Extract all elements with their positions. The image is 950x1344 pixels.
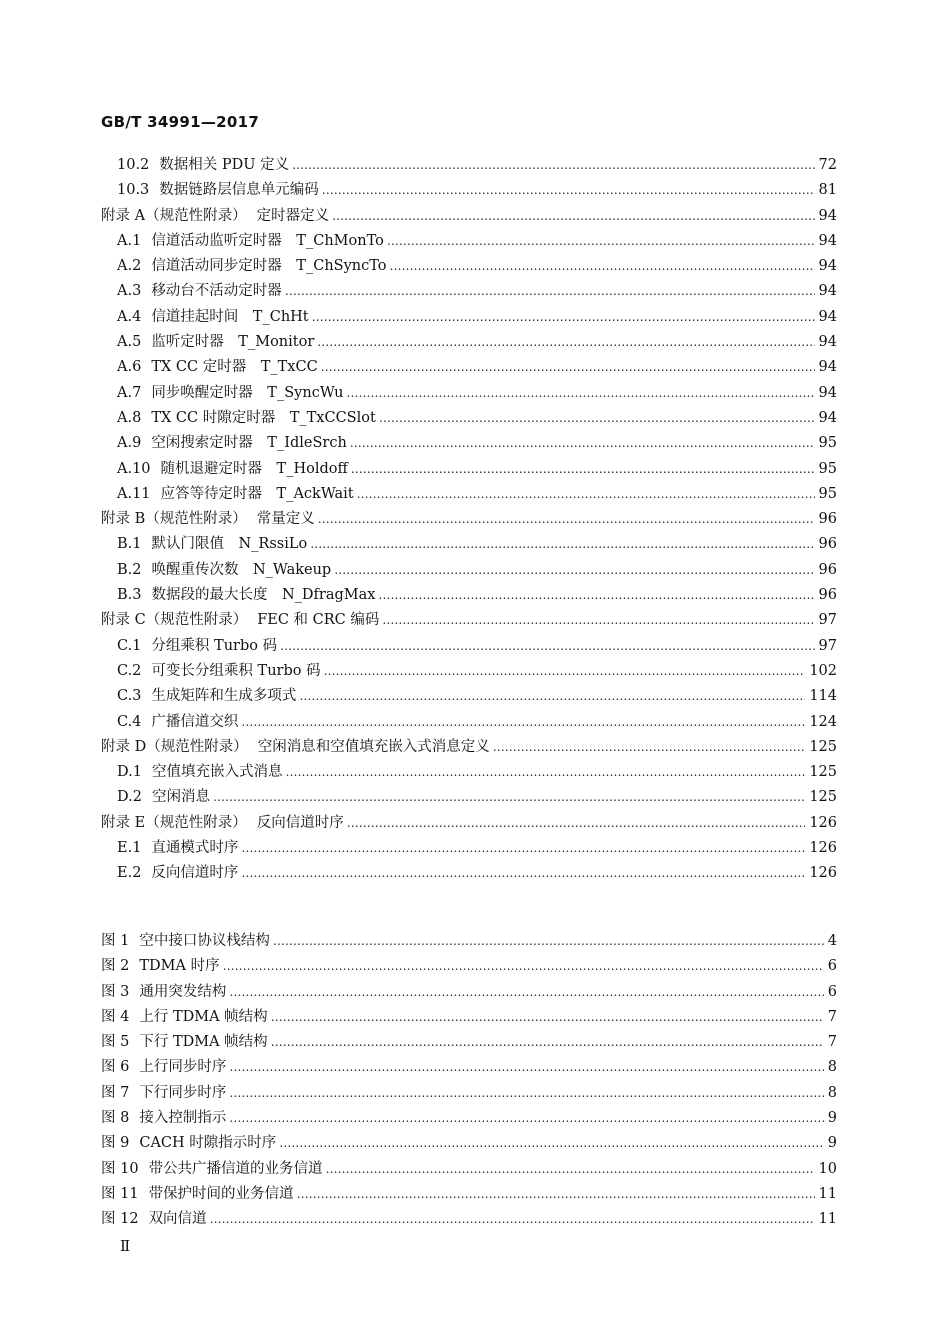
entry-number: A.7 [117, 384, 142, 401]
toc-section-entry[interactable] [0, 532, 950, 557]
toc-section-entry[interactable] [0, 381, 950, 406]
entry-page-number: 10 [818, 1160, 837, 1177]
toc-section-entry[interactable] [0, 785, 950, 810]
entry-page-number: 11 [818, 1185, 837, 1202]
figure-list-entry[interactable] [0, 1131, 950, 1156]
dot-leader [317, 330, 814, 355]
entry-label [117, 583, 378, 608]
dot-leader [229, 980, 823, 1005]
entry-title: 空闲搜索定时器 T_IdleSrch [151, 435, 347, 452]
entry-page-number: 126 [809, 840, 837, 857]
toc-section-entry[interactable] [0, 861, 950, 886]
entry-page-number: 95 [818, 485, 837, 502]
figure-list-entry[interactable] [0, 1106, 950, 1131]
entry-number: 附录 A（规范性附录） [101, 207, 247, 224]
entry-page-number: 9 [827, 1135, 837, 1152]
entry-page-number: 96 [818, 561, 837, 578]
figure-list-entry[interactable] [0, 1055, 950, 1080]
entry-label [117, 330, 317, 355]
entry-label [101, 811, 347, 836]
toc-appendix-entry[interactable] [0, 811, 950, 836]
entry-label [117, 381, 346, 406]
figure-list-entry[interactable] [0, 1030, 950, 1055]
entry-number: 图 11 [101, 1185, 139, 1202]
entry-title: 直通模式时序 [151, 840, 239, 857]
entry-title: 上行同步时序 [139, 1059, 227, 1076]
entry-number: 图 9 [101, 1135, 130, 1152]
entry-title: 应答等待定时器 T_AckWait [160, 485, 354, 502]
entry-label [117, 710, 241, 735]
dot-leader [382, 608, 814, 633]
entry-number: 图 2 [101, 958, 130, 975]
entry-page-number: 126 [809, 865, 837, 882]
entry-page-number: 94 [818, 258, 837, 275]
dot-leader [273, 929, 824, 954]
entry-title: 同步唤醒定时器 T_SyncWu [151, 384, 344, 401]
toc-section-entry[interactable] [0, 760, 950, 785]
entry-label [117, 760, 285, 785]
entry-title: 数据段的最大长度 N_DfragMax [151, 587, 376, 604]
entry-title: 反向信道时序 [151, 865, 239, 882]
entry-number: C.1 [117, 637, 142, 654]
entry-page-number: 97 [818, 612, 837, 629]
entry-title: 广播信道交织 [151, 713, 239, 730]
dot-leader [229, 1081, 823, 1106]
entry-page-number: 114 [809, 688, 837, 705]
dot-leader [297, 1182, 815, 1207]
entry-number: C.4 [117, 713, 142, 730]
entry-page-number: 96 [818, 587, 837, 604]
entry-label [117, 153, 292, 178]
toc-appendix-entry[interactable] [0, 608, 950, 633]
entry-number: 10.3 [117, 182, 150, 199]
entry-title: 空中接口协议栈结构 [139, 933, 270, 949]
toc-section-entry[interactable] [0, 229, 950, 254]
entry-page-number: 95 [818, 460, 837, 477]
toc-section-entry[interactable] [0, 431, 950, 456]
entry-page-number: 102 [809, 662, 837, 679]
entry-number: A.1 [117, 232, 142, 249]
entry-number: A.3 [117, 283, 142, 300]
dot-leader [332, 204, 814, 229]
entry-number: A.9 [117, 435, 142, 452]
entry-title: 空闲消息和空值填充嵌入式消息定义 [257, 738, 490, 755]
entry-title: TX CC 时隙定时器 T_TxCCSlot [151, 409, 376, 426]
entry-title: 定时器定义 [256, 207, 330, 224]
entry-label [117, 178, 322, 203]
figure-list-entry[interactable] [0, 954, 950, 979]
entry-number: 图 8 [101, 1110, 130, 1127]
entry-page-number: 6 [827, 958, 837, 975]
dot-leader [279, 1131, 824, 1156]
entry-number: 图 3 [101, 983, 130, 1000]
entry-label [101, 507, 318, 532]
figure-list-entry[interactable] [0, 1005, 950, 1030]
toc-section-entry[interactable] [0, 330, 950, 355]
entry-title: 唤醒重传次数 N_Wakeup [151, 561, 332, 578]
entry-page-number: 81 [818, 182, 837, 199]
entry-label [117, 279, 285, 304]
entry-number: A.10 [117, 460, 151, 477]
dot-leader [324, 659, 806, 684]
entry-title: 反向信道时序 [256, 814, 344, 831]
dot-leader [357, 482, 815, 507]
dot-leader [271, 1030, 824, 1055]
entry-number: 附录 E（规范性附录） [101, 814, 247, 831]
entry-page-number: 125 [809, 764, 837, 781]
entry-number: 图 10 [101, 1160, 139, 1177]
page-number: Ⅱ [120, 1237, 131, 1255]
entry-label [101, 1131, 279, 1156]
dot-leader [493, 735, 806, 760]
dot-leader [210, 1207, 815, 1232]
entry-title: 监听定时器 T_Monitor [151, 334, 315, 351]
dot-leader [271, 1005, 824, 1030]
dot-leader [229, 1055, 823, 1080]
entry-label [101, 1081, 229, 1106]
toc-section-entry[interactable] [0, 583, 950, 608]
entry-label [101, 1030, 271, 1055]
entry-title: 随机退避定时器 T_Holdoff [160, 460, 348, 477]
entry-title: 带保护时间的业务信道 [148, 1185, 294, 1202]
entry-label [117, 634, 280, 659]
entry-label [117, 532, 310, 557]
entry-label [101, 929, 273, 954]
entry-label [101, 980, 229, 1005]
entry-title: 信道活动同步定时器 T_ChSyncTo [151, 258, 387, 275]
entry-page-number: 95 [818, 435, 837, 452]
dot-leader [321, 355, 815, 380]
figure-list-entry[interactable] [0, 929, 950, 954]
entry-title: 可变长分组乘积 Turbo 码 [151, 662, 321, 679]
dot-leader [241, 836, 805, 861]
entry-title: CACH 时隙指示时序 [139, 1135, 277, 1152]
entry-label [117, 482, 357, 507]
entry-label [117, 659, 324, 684]
entry-page-number: 126 [809, 814, 837, 831]
dot-leader [299, 684, 805, 709]
entry-title: 空值填充嵌入式消息 [151, 764, 283, 781]
toc-appendix-entry[interactable] [0, 204, 950, 229]
entry-page-number: 97 [818, 637, 837, 654]
entry-page-number: 94 [818, 207, 837, 224]
toc-section-entry[interactable] [0, 178, 950, 203]
dot-leader [334, 558, 814, 583]
figure-list-entry[interactable] [0, 1157, 950, 1182]
entry-number: A.2 [117, 258, 142, 275]
entry-title: TX CC 定时器 T_TxCC [151, 359, 318, 376]
dot-leader [223, 954, 824, 979]
dot-leader [347, 811, 806, 836]
entry-number: 图 7 [101, 1084, 130, 1101]
entry-title: FEC 和 CRC 编码 [257, 612, 380, 629]
entry-label [117, 305, 312, 330]
dot-leader [379, 406, 815, 431]
entry-title: 默认门限值 N_RssiLo [151, 536, 308, 553]
entry-number: 图 5 [101, 1034, 130, 1051]
toc-section-entry[interactable] [0, 254, 950, 279]
entry-label [117, 836, 241, 861]
entry-label [117, 431, 350, 456]
entry-label [101, 1182, 297, 1207]
entry-number: 图 6 [101, 1059, 130, 1076]
entry-label [117, 355, 321, 380]
entry-label [101, 608, 382, 633]
entry-label [101, 1005, 271, 1030]
entry-page-number: 96 [818, 536, 837, 553]
entry-title: 双向信道 [148, 1211, 207, 1228]
toc-appendix-entry[interactable] [0, 735, 950, 760]
entry-number: B.2 [117, 561, 142, 578]
figure-list-entry[interactable] [0, 1207, 950, 1232]
entry-title: 下行 TDMA 帧结构 [139, 1034, 268, 1051]
entry-label [101, 954, 223, 979]
entry-label [101, 204, 332, 229]
dot-leader [326, 1157, 815, 1182]
dot-leader [378, 583, 814, 608]
dot-leader [229, 1106, 823, 1131]
entry-page-number: 125 [809, 789, 837, 806]
entry-page-number: 94 [818, 409, 837, 426]
entry-number: A.8 [117, 409, 142, 426]
entry-number: A.5 [117, 334, 142, 351]
entry-page-number: 4 [827, 933, 837, 949]
list-of-figures [0, 929, 950, 1233]
entry-number: D.2 [117, 789, 142, 806]
entry-title: 分组乘积 Turbo 码 [151, 637, 278, 654]
entry-number: C.3 [117, 688, 142, 705]
dot-leader [312, 305, 815, 330]
entry-number: 图 1 [101, 933, 130, 949]
entry-page-number: 8 [827, 1059, 837, 1076]
toc-section-entry[interactable] [0, 305, 950, 330]
standard-number-header: GB/T 34991—2017 [101, 113, 260, 131]
entry-page-number: 94 [818, 232, 837, 249]
entry-title: 数据链路层信息单元编码 [159, 182, 319, 199]
entry-page-number: 96 [818, 511, 837, 528]
entry-page-number: 94 [818, 283, 837, 300]
entry-title: 信道活动监听定时器 T_ChMonTo [151, 232, 384, 249]
entry-title: TDMA 时序 [139, 958, 220, 975]
entry-number: D.1 [117, 764, 142, 781]
entry-number: 10.2 [117, 157, 150, 173]
entry-page-number: 94 [818, 334, 837, 351]
toc-section-entry[interactable] [0, 836, 950, 861]
dot-leader [351, 457, 815, 482]
entry-title: 空闲消息 [151, 789, 210, 806]
entry-number: A.11 [117, 485, 151, 502]
entry-title: 信道挂起时间 T_ChHt [151, 308, 309, 325]
toc-appendix-entry[interactable] [0, 507, 950, 532]
entry-number: E.2 [117, 865, 142, 882]
entry-page-number: 94 [818, 359, 837, 376]
figure-list-entry[interactable] [0, 1081, 950, 1106]
toc-section-entry[interactable] [0, 279, 950, 304]
toc-section-entry[interactable] [0, 482, 950, 507]
entry-label [101, 735, 493, 760]
dot-leader [310, 532, 814, 557]
entry-title: 通用突发结构 [139, 983, 227, 1000]
entry-label [117, 861, 241, 886]
dot-leader [350, 431, 815, 456]
toc-section-entry[interactable] [0, 659, 950, 684]
toc-section-entry[interactable] [0, 634, 950, 659]
entry-page-number: 11 [818, 1211, 837, 1228]
entry-label [101, 1055, 229, 1080]
entry-page-number: 94 [818, 384, 837, 401]
dot-leader [241, 710, 805, 735]
entry-page-number: 125 [809, 738, 837, 755]
entry-label [117, 457, 351, 482]
entry-number: 附录 D（规范性附录） [101, 738, 248, 755]
entry-title: 生成矩阵和生成多项式 [151, 688, 297, 705]
toc-section-entry[interactable] [0, 406, 950, 431]
entry-title: 带公共广播信道的业务信道 [148, 1160, 323, 1177]
dot-leader [346, 381, 814, 406]
entry-label [117, 558, 334, 583]
entry-label [101, 1106, 229, 1131]
toc-section-entry[interactable] [0, 153, 950, 178]
dot-leader [213, 785, 805, 810]
figure-list-entry[interactable] [0, 1182, 950, 1207]
dot-leader [292, 153, 814, 178]
entry-title: 移动台不活动定时器 [151, 283, 282, 300]
entry-page-number: 94 [818, 308, 837, 325]
entry-number: 附录 B（规范性附录） [101, 511, 247, 528]
entry-title: 上行 TDMA 帧结构 [139, 1008, 268, 1025]
entry-page-number: 6 [827, 983, 837, 1000]
toc-section-entry[interactable] [0, 684, 950, 709]
table-of-contents [0, 153, 950, 887]
entry-number: 图 4 [101, 1008, 130, 1025]
entry-page-number: 9 [827, 1110, 837, 1127]
dot-leader [241, 861, 805, 886]
dot-leader [322, 178, 815, 203]
dot-leader [387, 229, 815, 254]
entry-label [117, 684, 299, 709]
entry-page-number: 7 [827, 1034, 837, 1051]
dot-leader [390, 254, 815, 279]
entry-number: C.2 [117, 662, 142, 679]
entry-number: A.6 [117, 359, 142, 376]
entry-page-number: 124 [809, 713, 837, 730]
toc-section-entry[interactable] [0, 457, 950, 482]
entry-page-number: 72 [818, 157, 837, 173]
entry-title: 下行同步时序 [139, 1084, 227, 1101]
toc-section-entry[interactable] [0, 558, 950, 583]
dot-leader [318, 507, 815, 532]
toc-section-entry[interactable] [0, 710, 950, 735]
dot-leader [285, 279, 815, 304]
entry-label [117, 785, 213, 810]
entry-number: A.4 [117, 308, 142, 325]
entry-number: B.3 [117, 587, 142, 604]
entry-number: 附录 C（规范性附录） [101, 612, 248, 629]
toc-section-entry[interactable] [0, 355, 950, 380]
entry-page-number: 7 [827, 1008, 837, 1025]
entry-title: 常量定义 [256, 511, 315, 528]
entry-label [101, 1157, 326, 1182]
entry-label [117, 406, 379, 431]
entry-title: 接入控制指示 [139, 1110, 227, 1127]
entry-number: B.1 [117, 536, 142, 553]
entry-number: E.1 [117, 840, 142, 857]
figure-list-entry[interactable] [0, 980, 950, 1005]
entry-label [101, 1207, 210, 1232]
entry-page-number: 8 [827, 1084, 837, 1101]
entry-label [117, 254, 390, 279]
entry-title: 数据相关 PDU 定义 [159, 157, 290, 173]
entry-number: 图 12 [101, 1211, 139, 1228]
dot-leader [285, 760, 805, 785]
entry-label [117, 229, 387, 254]
dot-leader [280, 634, 814, 659]
